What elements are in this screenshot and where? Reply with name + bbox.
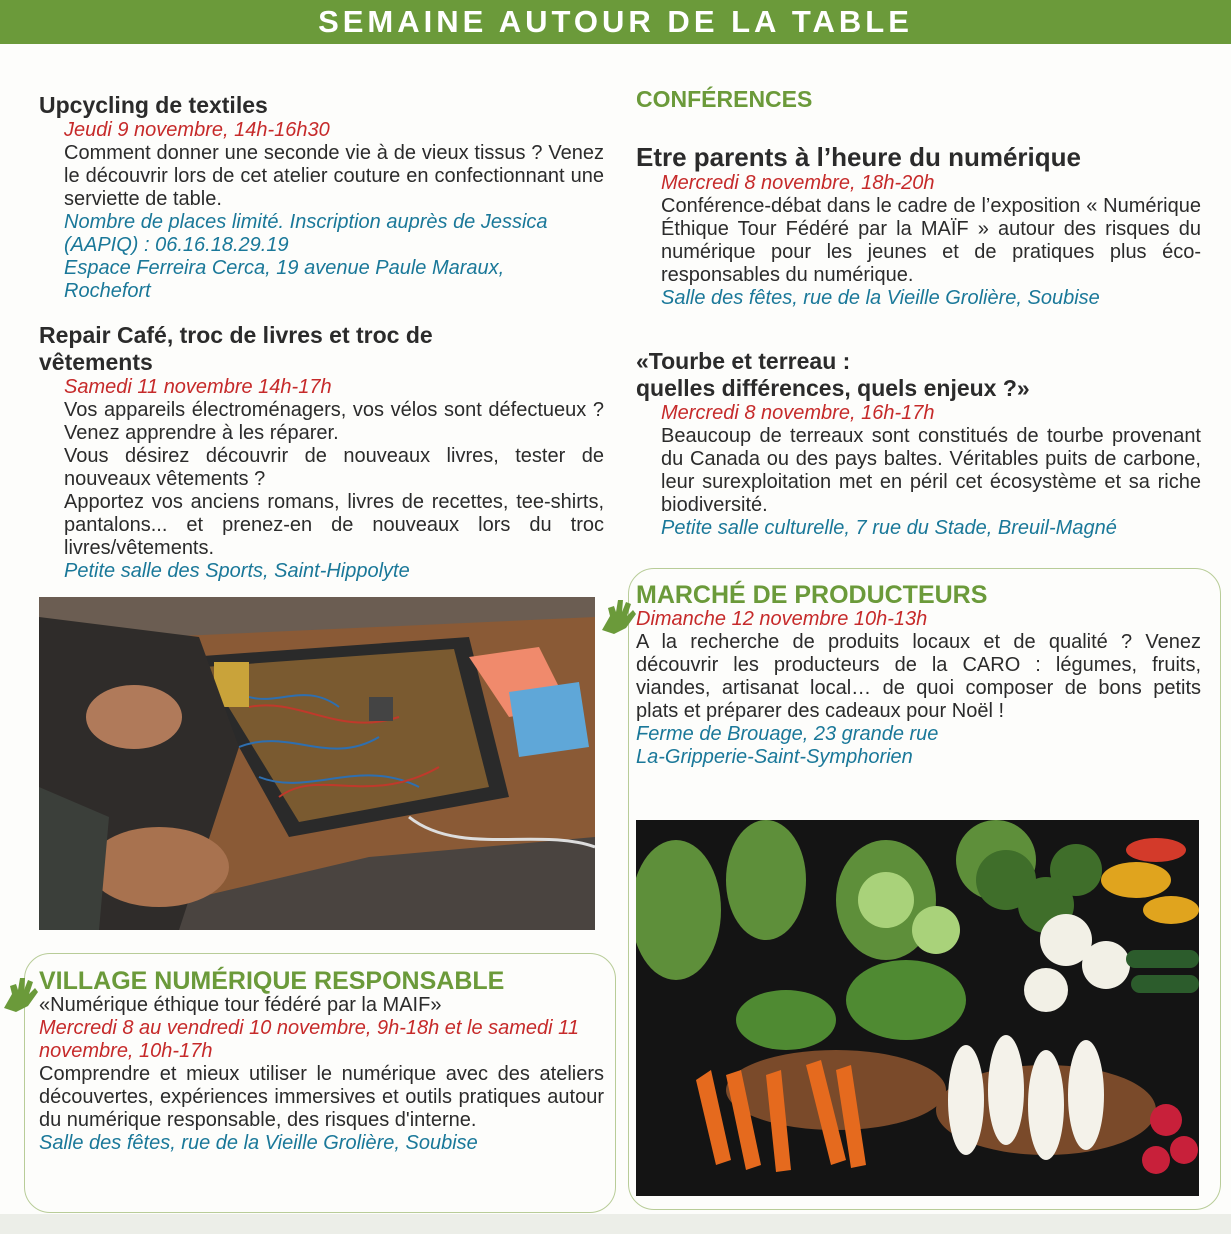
parents-date: Mercredi 8 novembre, 18h-20h [661,172,935,194]
parents-numerique-event [636,142,1201,310]
repair-cafe-text-2: Vous désirez découvrir de nouveaux livres, tester de nouveaux vêtements ? [64,445,604,490]
tourbe-date: Mercredi 8 novembre, 16h-17h [661,402,935,424]
parents-description: Conférence-débat dans le cadre de l’exposition « Numérique Éthique Tour Fédéré par la MAÏF » autour des risques du numérique pour les jeunes et de pratiques plus éco-responsables du numérique. [661,195,1201,286]
village-date: Mercredi 8 au vendredi 10 novembre, 9h-18h et le samedi 11 novembre, 10h-17h [39,1017,579,1062]
repair-cafe-place: Petite salle des Sports, Saint-Hippolyte [64,560,410,582]
upcycling-place-line-2: Rochefort [64,280,151,302]
tourbe-description: Beaucoup de terreaux sont constitués de tourbe provenant du Canada ou des pays baltes. Véritables puits de carbone, leur surexploitation met en péril cet écosystème et sa riche biodiversité. [661,425,1201,516]
repair-cafe-photo [39,597,595,930]
parents-place: Salle des fêtes, rue de la Vieille Grolière, Soubise [661,287,1100,309]
tourbe-place: Petite salle culturelle, 7 rue du Stade, Breuil-Magné [661,517,1117,539]
tourbe-title-line-2: quelles différences, quels enjeux ?» [636,375,1030,401]
repair-cafe-text-3: Apportez vos anciens romans, livres de recettes, tee-shirts, pantalons... et prenez-en de nouveaux lors du troc livres/vêtements. [64,491,604,559]
village-subtitle: «Numérique éthique tour fédéré par la MAIF» [39,994,442,1016]
pointing-hand-icon [598,590,638,640]
upcycling-event [39,92,604,303]
upcycling-title: Upcycling de textiles [39,92,268,118]
upcycling-description: Comment donner une seconde vie à de vieux tissus ? Venez le découvrir lors de cet atelier couture en confectionnant une serviette de table. [64,142,604,210]
conferences-section [636,86,1201,112]
bottom-strip [0,1214,1231,1234]
village-place: Salle des fêtes, rue de la Vieille Grolière, Soubise [39,1132,478,1154]
upcycling-place-line-1: Espace Ferreira Cerca, 19 avenue Paule Maraux, [64,257,505,279]
marche-place-line-2: La-Gripperie-Saint-Symphorien [636,746,913,768]
marche-place-line-1: Ferme de Brouage, 23 grande rue [636,723,939,745]
marche-date: Dimanche 12 novembre 10h-13h [636,608,928,630]
tourbe-terreau-event [636,348,1201,540]
village-numerique-event [39,968,604,1155]
vegetables-photo [636,820,1199,1196]
vegetables-photo-illustration [636,820,1199,1196]
repair-photo-illustration [39,597,595,930]
marche-description: A la recherche de produits locaux et de qualité ? Venez découvrir les producteurs de la CARO : légumes, fruits, viandes, artisanat local… de quoi composer de bons petits plats et préparer des cadeaux pour Noël ! [636,631,1201,722]
repair-cafe-title: Repair Café, troc de livres et troc de vêtements [39,322,433,375]
conferences-section-title: CONFÉRENCES [636,86,813,112]
pointing-hand-icon [0,968,40,1018]
page-header-title: SEMAINE AUTOUR DE LA TABLE [318,4,913,39]
marche-producteurs-event [636,582,1201,769]
parents-title: Etre parents à l’heure du numérique [636,142,1081,172]
page-header-banner [0,0,1231,44]
repair-cafe-text-1: Vos appareils électroménagers, vos vélos sont défectueux ? Venez apprendre à les réparer. [64,399,604,444]
upcycling-registration-note: Nombre de places limité. Inscription auprès de Jessica (AAPIQ) : 06.16.18.29.19 [64,211,548,256]
tourbe-title-line-1: «Tourbe et terreau : [636,348,851,374]
village-section-title: VILLAGE NUMÉRIQUE RESPONSABLE [39,967,505,995]
upcycling-date: Jeudi 9 novembre, 14h-16h30 [64,119,330,141]
repair-cafe-date: Samedi 11 novembre 14h-17h [64,376,332,398]
marche-section-title: MARCHÉ DE PRODUCTEURS [636,581,988,609]
repair-cafe-event [39,322,604,583]
village-description: Comprendre et mieux utiliser le numérique avec des ateliers découvertes, expériences immersives et outils pratiques autour du numérique responsable, des risques d'interne. [39,1063,604,1131]
